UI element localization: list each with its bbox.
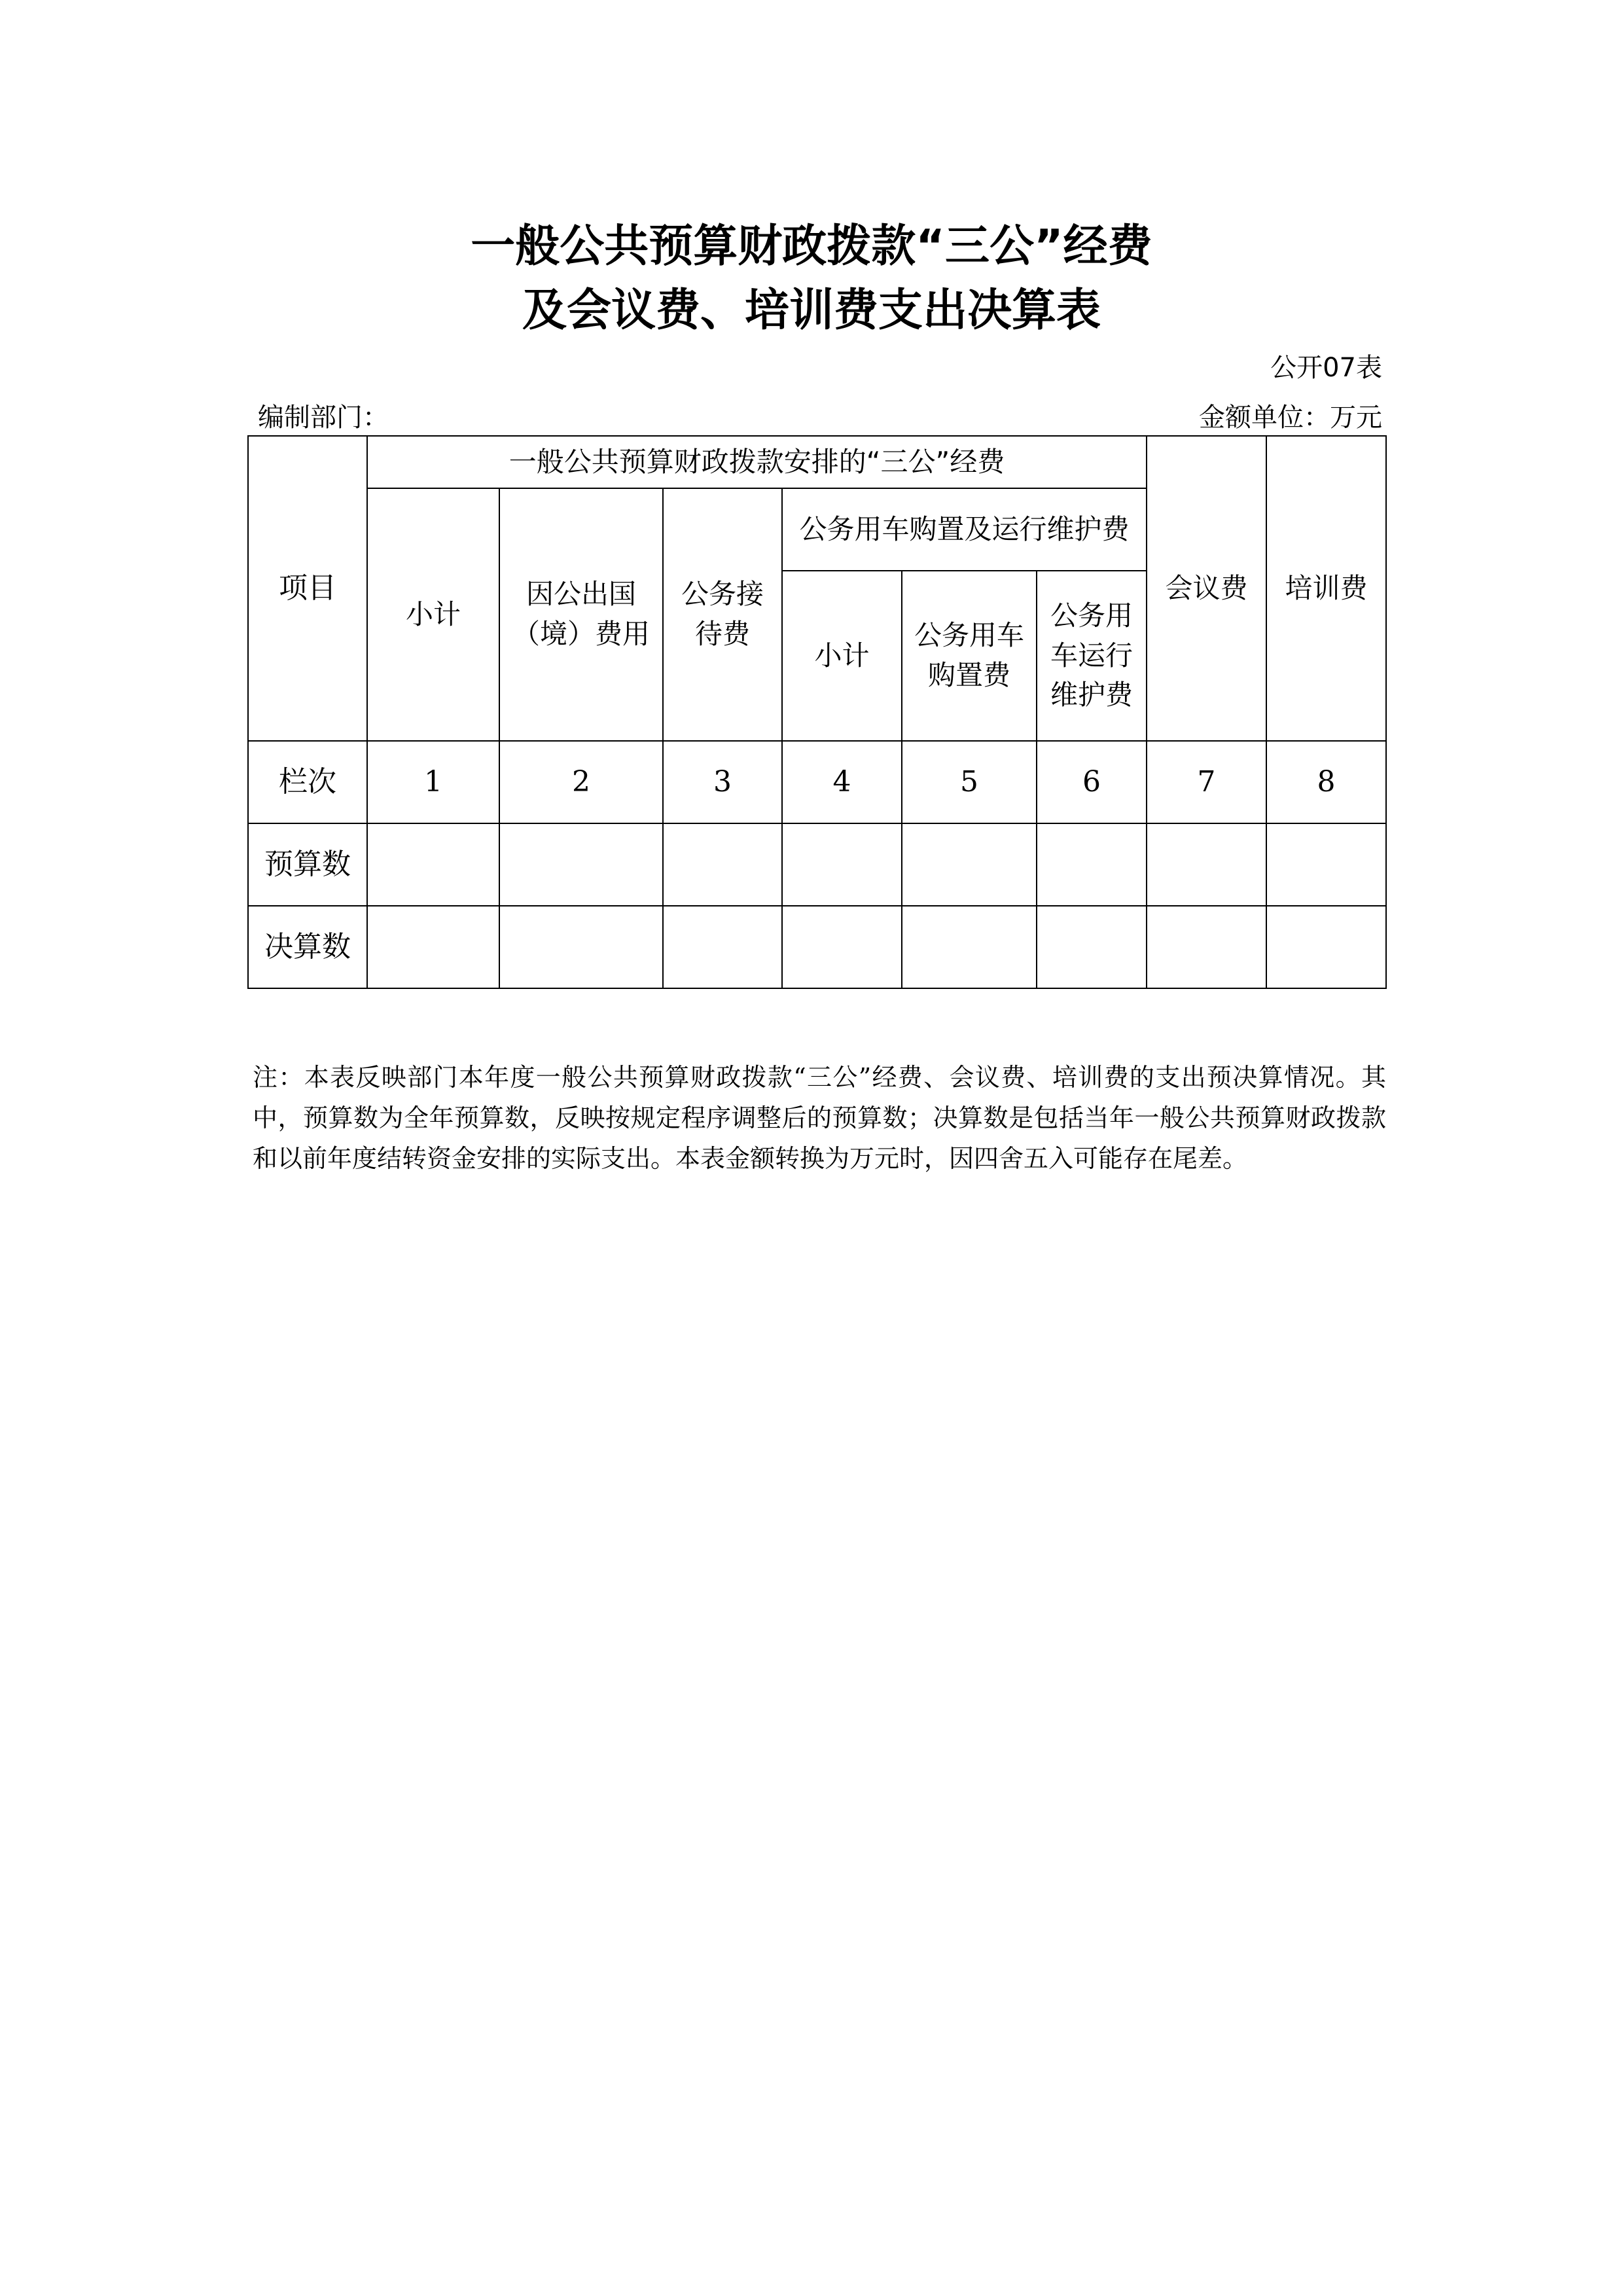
- column-number: 5: [902, 741, 1037, 823]
- header-training: 培训费: [1266, 436, 1386, 741]
- unit-label: 金额单位：万元: [1199, 403, 1382, 433]
- budget-cell: [782, 823, 902, 906]
- report-title-line1: 一般公共预算财政拨款“三公”经费: [471, 221, 1152, 272]
- row-index-label: 栏次: [248, 741, 367, 823]
- header-vehicle-maintenance: 公务用车运行维护费: [1037, 571, 1147, 741]
- header-vehicle-group: 公务用车购置及运行维护费: [782, 488, 1147, 571]
- final-cell: [499, 906, 663, 988]
- final-cell: [663, 906, 782, 988]
- budget-cell: [1266, 823, 1386, 906]
- header-vehicle-subtotal: 小计: [782, 571, 902, 741]
- final-cell: [902, 906, 1037, 988]
- budget-cell: [902, 823, 1037, 906]
- budget-cell: [663, 823, 782, 906]
- column-number: 8: [1266, 741, 1386, 823]
- column-number: 4: [782, 741, 902, 823]
- footnote: 注：本表反映部门本年度一般公共预算财政拨款“三公”经费、会议费、培训费的支出预决算情况。其中，预算数为全年预算数，反映按规定程序调整后的预算数；决算数是包括当年一般公共预算财政拨款和以前年度结转资金安排的实际支出。本表金额转换为万元时，因四舍五入可能存在尾差。: [253, 1063, 1386, 1173]
- budget-cell: [1147, 823, 1266, 906]
- row-budget-label: 预算数: [248, 823, 367, 906]
- expenditure-table: [247, 435, 1387, 989]
- final-cell: [1266, 906, 1386, 988]
- final-cell: [367, 906, 499, 988]
- header-abroad: 因公出国（境）费用: [499, 488, 663, 741]
- budget-cell: [499, 823, 663, 906]
- header-subtotal: 小计: [367, 488, 499, 741]
- report-title-line2: 及会议费、培训费支出决算表: [522, 285, 1101, 336]
- column-number: 2: [499, 741, 663, 823]
- final-cell: [1147, 906, 1266, 988]
- column-number: 6: [1037, 741, 1147, 823]
- row-final-label: 决算数: [248, 906, 367, 988]
- column-number: 1: [367, 741, 499, 823]
- department-label: 编制部门：: [258, 403, 389, 433]
- form-number: 公开07表: [1270, 353, 1382, 383]
- header-item: 项目: [248, 436, 367, 741]
- final-cell: [1037, 906, 1147, 988]
- header-three-public-group: 一般公共预算财政拨款安排的“三公”经费: [367, 436, 1147, 488]
- header-vehicle-purchase: 公务用车购置费: [902, 571, 1037, 741]
- budget-cell: [367, 823, 499, 906]
- budget-cell: [1037, 823, 1147, 906]
- header-reception: 公务接待费: [663, 488, 782, 741]
- column-number: 3: [663, 741, 782, 823]
- header-meeting: 会议费: [1147, 436, 1266, 741]
- final-cell: [782, 906, 902, 988]
- column-number: 7: [1147, 741, 1266, 823]
